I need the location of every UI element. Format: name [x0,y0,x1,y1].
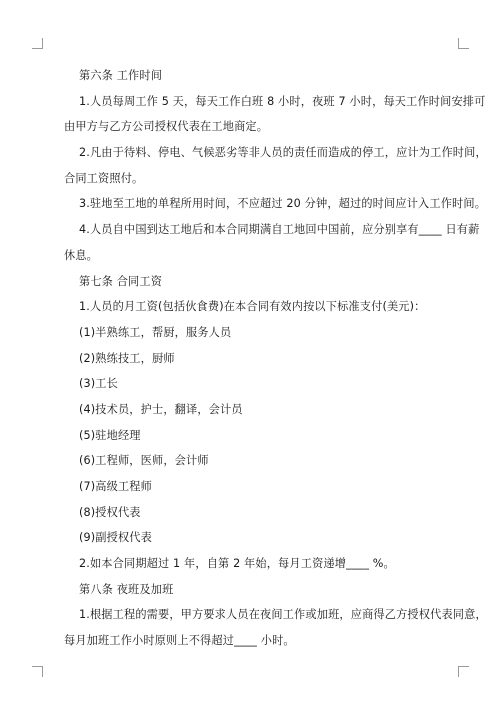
article-6-clause-4-cont: 休息。 [64,248,99,262]
crop-mark-top-left [32,38,43,49]
article-6-clause-2: 2.凡由于待料、停电、气候恶劣等非人员的责任而造成的停工，应计为工作时间， [79,146,487,160]
article-6-clause-1: 1.人员每周工作 5 天，每天工作白班 8 小时，夜班 7 小时，每天工作时间安排可 [79,94,486,108]
article-7-clause-2: 2.如本合同期超过 1 年，自第 2 年始，每月工资递增____ %。 [79,557,395,571]
crop-mark-bottom-right [458,666,469,677]
article-8-heading: 第八条 夜班及加班 [79,582,174,596]
wage-item-1: (1)半熟练工，帮厨，服务人员 [79,325,232,339]
article-6-heading: 第六条 工作时间 [79,69,163,82]
wage-item-9: (9)副授权代表 [79,531,152,545]
wage-item-6: (6)工程师，医师，会计师 [79,454,209,468]
wage-item-4: (4)技术员，护士，翻译，会计员 [79,402,243,416]
article-8-clause-1-cont: 每月加班工作小时原则上不得超过____ 小时。 [64,634,295,648]
article-6-clause-2-cont: 合同工资照付。 [64,171,144,185]
article-6-clause-1-cont: 由甲方与乙方公司授权代表在工地商定。 [64,120,269,134]
article-8-clause-1: 1.根据工程的需要，甲方要求人员在夜间工作或加班，应商得乙方授权代表同意， [79,608,487,622]
wage-item-5: (5)驻地经理 [79,428,141,442]
wage-item-7: (7)高级工程师 [79,480,152,493]
wage-item-8: (8)授权代表 [79,505,141,519]
article-7-heading: 第七条 合同工资 [79,274,163,288]
crop-mark-bottom-left [32,666,43,677]
wage-item-3: (3)工长 [79,377,118,391]
crop-mark-top-right [458,38,469,49]
article-6-clause-4: 4.人员自中国到达工地后和本合同期满自工地回中国前，应分别享有____ 日有薪 [79,223,480,237]
wage-item-2: (2)熟练技工，厨师 [79,351,175,365]
document-body [64,68,487,659]
article-6-clause-3: 3.驻地至工地的单程所用时间，不应超过 20 分钟，超过的时间应计入工作时间。 [79,197,487,211]
article-7-clause-1: 1.人员的月工资(包括伙食费)在本合同有效内按以下标准支付(美元)： [79,300,426,314]
